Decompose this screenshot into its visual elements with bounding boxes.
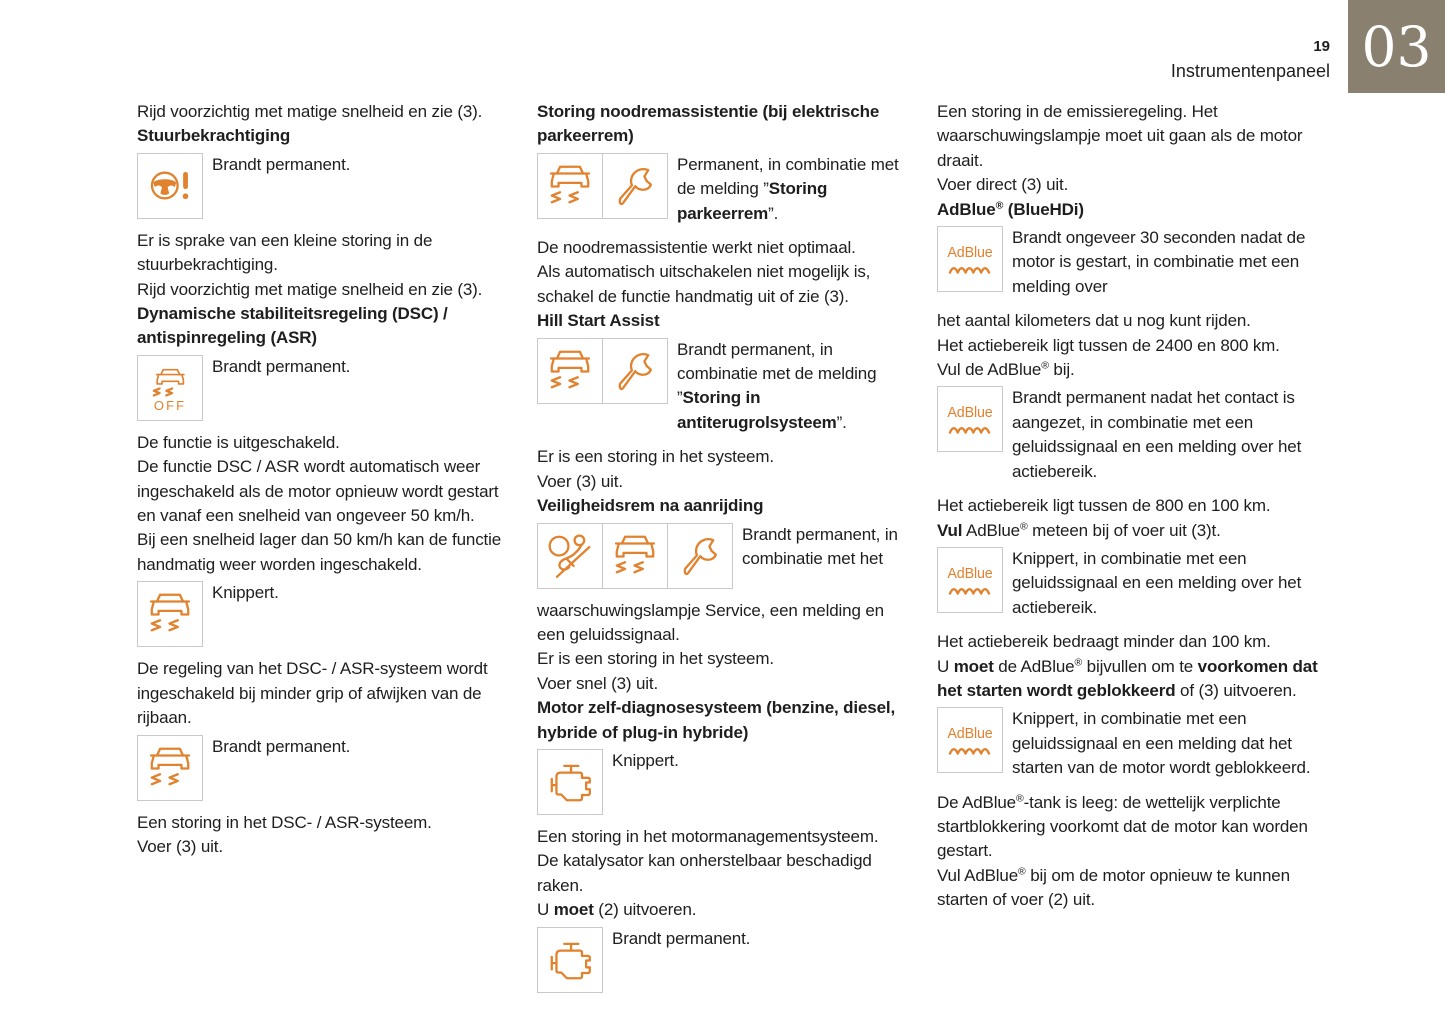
indicator-row bbox=[937, 226, 1331, 299]
text-segment: Hill Start Assist bbox=[537, 311, 660, 331]
indicator-description bbox=[668, 153, 909, 226]
indicator-icons bbox=[937, 547, 1003, 613]
paragraph bbox=[937, 655, 1331, 704]
section-title: Instrumentenpaneel bbox=[1170, 61, 1330, 81]
text-segment: bij om de motor opnieuw te kunnen starten of voer (2) uit. bbox=[937, 865, 1290, 910]
text-segment: Storing parkeerrem bbox=[677, 179, 828, 223]
paragraph bbox=[537, 236, 909, 260]
text-segment: Brandt permanent. bbox=[212, 736, 351, 756]
text-segment: bij. bbox=[1048, 360, 1075, 380]
heading bbox=[537, 309, 909, 333]
text-segment: AdBlue bbox=[962, 520, 1020, 540]
indicator-icons bbox=[137, 355, 203, 421]
paragraph bbox=[937, 494, 1331, 518]
text-segment: Een storing in het motormanagementsysteem. bbox=[537, 826, 879, 846]
text-segment: Knippert. bbox=[212, 583, 279, 603]
paragraph bbox=[137, 657, 509, 730]
text-segment: De noodremassistentie werkt niet optimaal. bbox=[537, 238, 856, 258]
chapter-number: 03 bbox=[1361, 14, 1432, 79]
indicator-description bbox=[603, 927, 750, 951]
indicator-icons bbox=[537, 749, 603, 815]
text-segment: (BlueHDi) bbox=[1003, 199, 1084, 219]
paragraph bbox=[137, 100, 509, 124]
text-segment: Vul de AdBlue bbox=[937, 360, 1042, 380]
text-segment: U bbox=[937, 656, 954, 676]
indicator-row bbox=[137, 355, 509, 421]
text-segment: Stuurbekrachtiging bbox=[137, 126, 291, 146]
esc-icon bbox=[137, 735, 203, 801]
indicator-description bbox=[203, 581, 279, 605]
heading bbox=[537, 494, 909, 518]
text-segment: Permanent, in combinatie met de melding ” bbox=[677, 154, 899, 199]
text-segment: ® bbox=[995, 198, 1004, 211]
indicator-description bbox=[1003, 707, 1331, 780]
text-segment: of (3) uitvoeren. bbox=[1175, 680, 1297, 700]
adblue-icon bbox=[937, 707, 1003, 773]
text-segment: Er is een storing in het systeem. bbox=[537, 649, 774, 669]
adblue-icon bbox=[937, 226, 1003, 292]
text-segment: waarschuwingslampje Service, een melding en een geluidssignaal. bbox=[537, 600, 884, 644]
text-segment: Veiligheidsrem na aanrijding bbox=[537, 496, 764, 516]
paragraph bbox=[137, 811, 509, 835]
indicator-icons bbox=[937, 386, 1003, 452]
paragraph bbox=[537, 470, 909, 494]
paragraph bbox=[937, 358, 1331, 382]
paragraph bbox=[937, 519, 1331, 543]
text-segment: moet bbox=[953, 656, 994, 676]
text-segment: ”. bbox=[768, 203, 779, 223]
paragraph bbox=[137, 278, 509, 302]
paragraph bbox=[937, 791, 1331, 864]
text-segment: De regeling van het DSC- / ASR-systeem wordt ingeschakeld bij minder grip of afwijken van de rijbaan. bbox=[137, 659, 488, 728]
indicator-description bbox=[1003, 386, 1331, 484]
paragraph bbox=[537, 445, 909, 469]
indicator-row bbox=[537, 523, 909, 589]
text-segment: moet bbox=[553, 900, 594, 920]
esc-icon bbox=[537, 153, 603, 219]
indicator-description bbox=[733, 523, 909, 572]
text-segment: Brandt permanent. bbox=[212, 356, 351, 376]
text-segment: Knippert, in combinatie met een geluidssignaal en een melding over het actiebereik. bbox=[1012, 548, 1302, 617]
text-segment: ® bbox=[1019, 519, 1028, 532]
text-segment: De functie is uitgeschakeld. bbox=[137, 432, 340, 452]
indicator-row bbox=[537, 338, 909, 436]
wrench-icon bbox=[667, 523, 733, 589]
text-segment: Storing in antiterugrolsysteem bbox=[677, 388, 837, 432]
esc-icon bbox=[602, 523, 668, 589]
chapter-badge bbox=[1348, 0, 1445, 93]
paragraph bbox=[937, 334, 1331, 358]
paragraph bbox=[137, 229, 509, 278]
text-segment: ® bbox=[1016, 791, 1024, 804]
adblue-icon bbox=[937, 386, 1003, 452]
indicator-row bbox=[137, 153, 509, 219]
text-segment: Vul bbox=[937, 520, 963, 540]
esc-icon bbox=[537, 338, 603, 404]
indicator-description bbox=[603, 749, 679, 773]
paragraph bbox=[937, 864, 1331, 913]
indicator-icons bbox=[537, 927, 603, 993]
paragraph bbox=[937, 173, 1331, 197]
text-segment: Storing noodremassistentie (bij elektrische parkeerrem) bbox=[537, 102, 880, 146]
text-segment: de AdBlue bbox=[993, 656, 1075, 676]
engine-icon bbox=[537, 927, 603, 993]
heading bbox=[937, 198, 1331, 222]
text-segment: Motor zelf-diagnosesysteem (benzine, diesel, hybride of plug-in hybride) bbox=[537, 698, 896, 742]
indicator-description bbox=[203, 153, 350, 177]
column-2 bbox=[537, 100, 909, 1003]
text-segment: ® bbox=[1041, 359, 1049, 372]
text-segment: ”. bbox=[836, 412, 847, 432]
text-segment: Als automatisch uitschakelen niet mogelijk is, schakel de functie handmatig uit of zie (3). bbox=[537, 262, 871, 306]
text-segment: voorkomen dat het starten wordt geblokkeerd bbox=[937, 656, 1318, 700]
indicator-row bbox=[537, 153, 909, 226]
indicator-description bbox=[1003, 226, 1331, 299]
paragraph bbox=[537, 647, 909, 671]
text-segment: De functie DSC / ASR wordt automatisch weer ingeschakeld als de motor opnieuw wordt gestart en vanaf een snelheid van ongeveer 50 km/h. bbox=[137, 457, 499, 526]
text-segment: Brandt permanent, in combinatie met het bbox=[742, 524, 898, 568]
indicator-icons bbox=[137, 735, 203, 801]
text-segment: Brandt permanent nadat het contact is aangezet, in combinatie met een geluidssignaal en een melding over het actiebereik. bbox=[1012, 388, 1302, 481]
paragraph bbox=[537, 260, 909, 309]
text-segment: bijvullen om te bbox=[1082, 656, 1198, 676]
esc-icon bbox=[137, 581, 203, 647]
text-segment: Een storing in de emissieregeling. Het waarschuwingslampje moet uit gaan als de motor draait. bbox=[937, 102, 1303, 170]
heading bbox=[137, 124, 509, 148]
column-1 bbox=[137, 100, 509, 859]
column-3 bbox=[937, 100, 1331, 913]
text-segment: Er is sprake van een kleine storing in de stuurbekrachtiging. bbox=[137, 230, 433, 275]
text-segment: Voer direct (3) uit. bbox=[937, 175, 1069, 195]
text-segment: Voer (3) uit. bbox=[137, 836, 223, 856]
text-segment: Het actiebereik bedraagt minder dan 100 km. bbox=[937, 632, 1271, 652]
text-segment: U bbox=[537, 900, 554, 920]
indicator-row bbox=[937, 547, 1331, 620]
text-segment: -tank is leeg: de wettelijk verplichte startblokkering voorkomt dat de motor kan worden gestart. bbox=[937, 792, 1308, 861]
text-segment: Het actiebereik ligt tussen de 2400 en 800 km. bbox=[937, 335, 1280, 355]
indicator-icons bbox=[137, 153, 203, 219]
paragraph bbox=[937, 100, 1331, 173]
text-segment: Rijd voorzichtig met matige snelheid en zie (3). bbox=[137, 279, 483, 299]
heading bbox=[137, 302, 509, 351]
indicator-icons bbox=[937, 226, 1003, 292]
wrench-icon bbox=[602, 153, 668, 219]
svg-text:AdBlue: AdBlue bbox=[947, 726, 993, 743]
paragraph bbox=[137, 431, 509, 455]
text-segment: ® bbox=[1018, 865, 1026, 878]
indicator-icons bbox=[137, 581, 203, 647]
paragraph bbox=[937, 309, 1331, 333]
indicator-icons bbox=[537, 153, 668, 219]
text-segment: Brandt permanent. bbox=[612, 928, 751, 948]
paragraph bbox=[937, 630, 1331, 654]
text-segment: (2) uitvoeren. bbox=[593, 900, 697, 920]
paragraph bbox=[137, 455, 509, 528]
text-segment: Voer snel (3) uit. bbox=[537, 673, 659, 693]
paragraph bbox=[537, 599, 909, 648]
svg-text:OFF: OFF bbox=[153, 397, 187, 413]
indicator-row bbox=[537, 749, 909, 815]
paragraph bbox=[537, 849, 909, 898]
text-segment: Brandt permanent, in combinatie met de melding ” bbox=[677, 339, 877, 408]
indicator-row bbox=[937, 386, 1331, 484]
text-segment: Brandt permanent. bbox=[212, 154, 351, 174]
adblue-icon bbox=[937, 547, 1003, 613]
text-segment: Knippert, in combinatie met een geluidssignaal en een melding dat het starten van de motor wordt geblokkeerd. bbox=[1012, 709, 1311, 778]
text-segment: Knippert. bbox=[612, 750, 679, 770]
indicator-icons bbox=[937, 707, 1003, 773]
svg-text:AdBlue: AdBlue bbox=[947, 405, 993, 422]
steering-wheel-warning-icon bbox=[137, 153, 203, 219]
airbag-icon bbox=[537, 523, 603, 589]
text-segment: Het actiebereik ligt tussen de 800 en 100 km. bbox=[937, 496, 1271, 516]
paragraph bbox=[137, 528, 509, 577]
text-segment: Rijd voorzichtig met matige snelheid en zie (3). bbox=[137, 102, 483, 121]
text-segment: Brandt ongeveer 30 seconden nadat de motor is gestart, in combinatie met een melding over bbox=[1012, 228, 1306, 296]
wrench-icon bbox=[602, 338, 668, 404]
text-segment: Bij een snelheid lager dan 50 km/h kan de functie handmatig weer worden ingeschakeld. bbox=[137, 530, 502, 574]
text-segment: meteen bij of voer uit (3)t. bbox=[1027, 520, 1221, 540]
svg-text:AdBlue: AdBlue bbox=[947, 565, 993, 582]
text-segment: het aantal kilometers dat u nog kunt rijden. bbox=[937, 311, 1251, 331]
indicator-description bbox=[203, 355, 350, 379]
text-segment: De katalysator kan onherstelbaar beschadigd raken. bbox=[537, 851, 872, 895]
page-number: 19 bbox=[1313, 38, 1330, 55]
heading bbox=[537, 696, 909, 745]
text-segment: Een storing in het DSC- / ASR-systeem. bbox=[137, 812, 432, 832]
indicator-description bbox=[203, 735, 350, 759]
indicator-description bbox=[668, 338, 909, 436]
text-segment: Vul AdBlue bbox=[937, 865, 1019, 885]
indicator-row bbox=[137, 581, 509, 647]
engine-icon bbox=[537, 749, 603, 815]
text-segment: Er is een storing in het systeem. bbox=[537, 447, 774, 467]
svg-text:AdBlue: AdBlue bbox=[947, 244, 993, 261]
text-segment: AdBlue bbox=[937, 199, 996, 219]
text-segment: Voer (3) uit. bbox=[537, 471, 623, 491]
indicator-row bbox=[537, 927, 909, 993]
text-segment: Dynamische stabiliteitsregeling (DSC) / antispinregeling (ASR) bbox=[137, 304, 448, 348]
paragraph bbox=[537, 825, 909, 849]
esc-off-icon bbox=[137, 355, 203, 421]
paragraph bbox=[537, 672, 909, 696]
text-segment: De AdBlue bbox=[937, 792, 1016, 812]
indicator-icons bbox=[537, 338, 668, 404]
paragraph bbox=[537, 898, 909, 922]
paragraph bbox=[137, 835, 509, 859]
text-segment: ® bbox=[1074, 655, 1083, 668]
indicator-row bbox=[937, 707, 1331, 780]
indicator-row bbox=[137, 735, 509, 801]
heading bbox=[537, 100, 909, 149]
indicator-icons bbox=[537, 523, 733, 589]
indicator-description bbox=[1003, 547, 1331, 620]
